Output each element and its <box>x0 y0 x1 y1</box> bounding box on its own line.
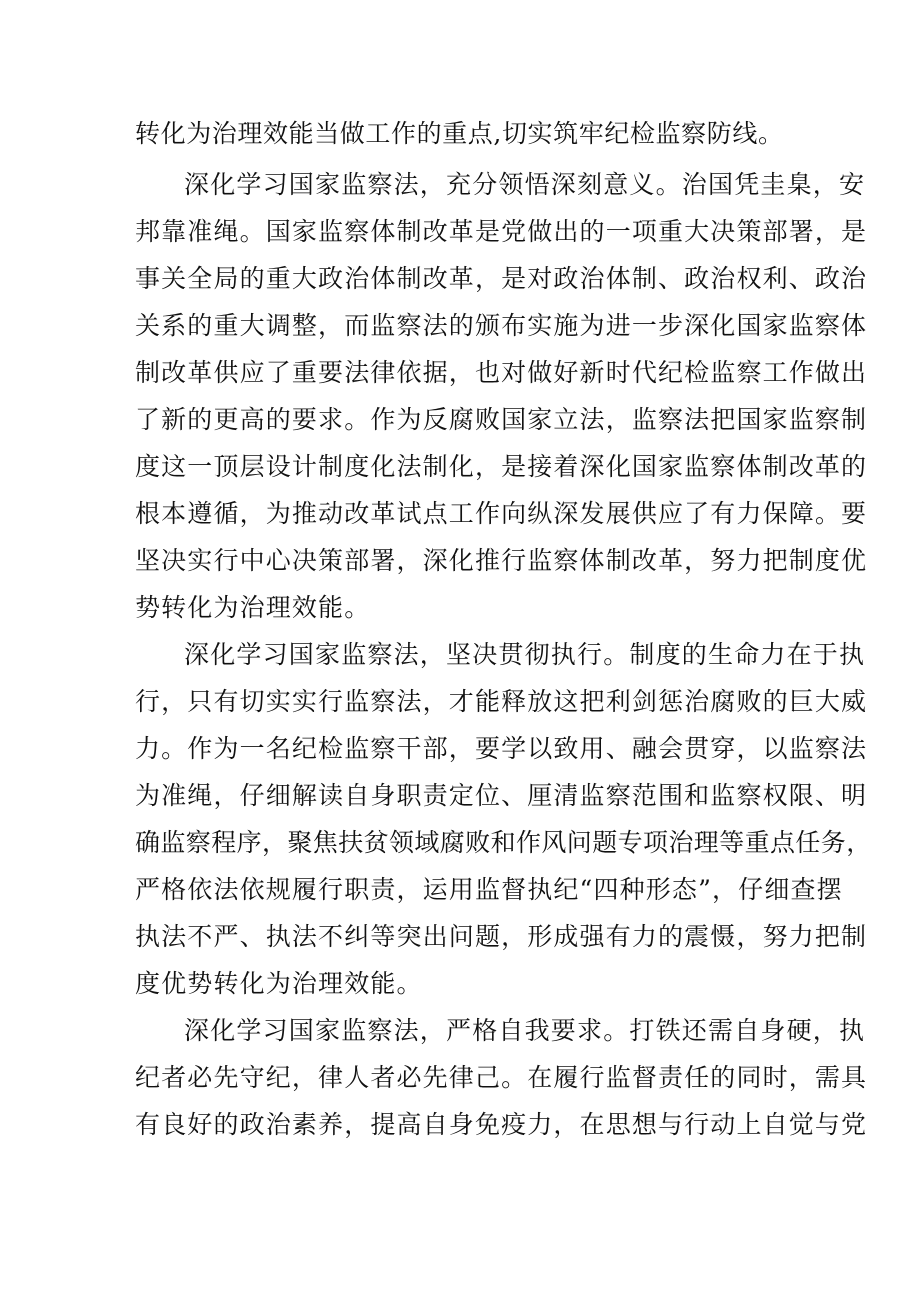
text-line: 了新的更高的要求。作为反腐败国家立法，监察法把国家监察制 <box>135 405 868 434</box>
text-line: 转化为治理效能当做工作的重点,切实筑牢纪检监察防线。 <box>135 119 784 148</box>
text-line: 度优势转化为治理效能。 <box>135 969 423 998</box>
text-line: 为准绳，仔细解读自身职责定位、厘清监察范围和监察权限、明 <box>135 781 868 810</box>
text-line: 事关全局的重大政治体制改革，是对政治体制、政治权利、政治 <box>135 264 868 293</box>
text-line: 坚决实行中心决策部署，深化推行监察体制改革，努力把制度优 <box>135 546 868 575</box>
text-line: 力。作为一名纪检监察干部，要学以致用、融会贯穿，以监察法 <box>135 734 868 763</box>
text-line: 执法不严、执法不纠等突出问题，形成强有力的震慑，努力把制 <box>135 922 868 951</box>
text-line: 纪者必先守纪，律人者必先律己。在履行监督责任的同时，需具 <box>135 1063 868 1092</box>
text-line: 制改革供应了重要法律依据，也对做好新时代纪检监察工作做出 <box>135 358 868 387</box>
text-line: 有良好的政治素养，提高自身免疫力，在思想与行动上自觉与党 <box>135 1110 868 1139</box>
text-line: 势转化为治理效能。 <box>135 593 371 622</box>
text-line: 确监察程序，聚焦扶贫领域腐败和作风问题专项治理等重点任务， <box>135 828 872 857</box>
text-line: 度这一顶层设计制度化法制化，是接着深化国家监察体制改革的 <box>135 452 868 481</box>
text-line: 邦靠准绳。国家监察体制改革是党做出的一项重大决策部署，是 <box>135 217 868 246</box>
paragraph-start-line: 深化学习国家监察法，坚决贯彻执行。制度的生命力在于执 <box>184 640 866 669</box>
text-line: 行，只有切实实行监察法，才能释放这把利剑惩治腐败的巨大威 <box>135 687 868 716</box>
text-line: 关系的重大调整，而监察法的颁布实施为进一步深化国家监察体 <box>135 311 868 340</box>
text-line: 根本遵循，为推动改革试点工作向纵深发展供应了有力保障。要 <box>135 499 868 528</box>
paragraph-start-line: 深化学习国家监察法，充分领悟深刻意义。治国凭圭臬，安 <box>184 170 866 199</box>
text-line: 严格依法依规履行职责，运用监督执纪“四种形态”，仔细查摆 <box>135 875 843 904</box>
paragraph-start-line: 深化学习国家监察法，严格自我要求。打铁还需自身硬，执 <box>184 1016 866 1045</box>
